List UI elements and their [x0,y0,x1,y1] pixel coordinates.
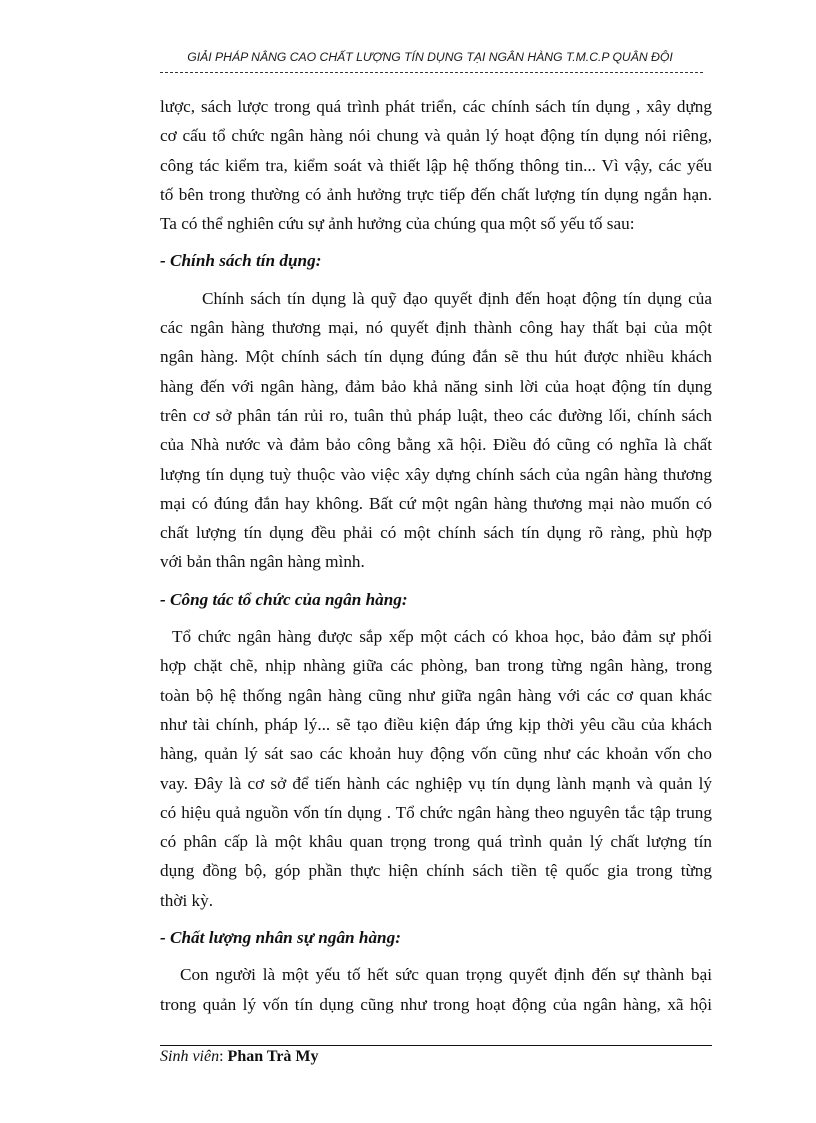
text-line: ngân hàng. Một chính sách tín dụng đúng đắn sẽ thu hút được nhiều khách [160,347,712,367]
text-line: chất lượng tín dụng đều phải có một chính sách tín dụng rõ ràng, phù hợp [160,523,712,543]
text-line: cơ cấu tổ chức ngân hàng nói chung và quản lý hoạt động tín dụng nói riêng, [160,126,712,146]
paragraph-organization [160,622,712,915]
text-line: toàn bộ hệ thống ngân hàng cũng như giữa ngân hàng với các cơ quan khác [160,685,712,705]
text-line: mại có đúng đắn hay không. Bất cứ một ngân hàng thương mại nào muốn có [160,493,712,513]
paragraph-intro [160,92,712,238]
text-line: hàng đến với ngân hàng, đảm bảo khả năng sinh lời của hoạt động tín dụng [160,376,712,396]
text-line: thời kỳ. [160,890,214,910]
footer-separator: : [219,1048,228,1065]
text-line: có phân cấp là một khâu quan trọng trong quá trình quản lý chất lượng tín [160,832,712,852]
text-line: hợp chặt chẽ, nhịp nhàng giữa các phòng, ban trong từng ngân hàng, trong [160,656,712,676]
section-heading-credit-policy: - Chính sách tín dụng: [160,251,322,271]
paragraph-personnel [160,960,712,1019]
text-line: hàng, quản lý sát sao các khoản huy động vốn cũng như các khoản vốn cho [160,744,712,764]
running-header: GIẢI PHÁP NÂNG CAO CHẤT LƯỢNG TÍN DỤNG TẠI NGÂN HÀNG T.M.C.P QUÂN ĐỘI [187,50,673,64]
text-line: các ngân hàng thương mại, nó quyết định thành công hay thất bại của một [160,318,712,338]
footer-divider [160,1045,712,1046]
text-line: lược, sách lược trong quá trình phát triển, các chính sách tín dụng , xây dựng [160,97,712,116]
section-heading-organization: - Công tác tổ chức của ngân hàng: [160,589,408,609]
text-line: dụng đồng bộ, góp phần thực hiện chính sách tiền tệ quốc gia trong từng [160,861,712,881]
text-line: như tài chính, pháp lý... sẽ tạo điều kiện đáp ứng kịp thời yêu cầu của khách [160,714,712,734]
body-text [160,92,712,1019]
student-name: Phan Trà My [227,1048,319,1065]
text-line: của Nhà nước và đảm bảo công bằng xã hội. Điều đó cũng có nghĩa là chất [160,435,712,455]
text-line: tố bên trong thường có ảnh hưởng trực tiếp đến chất lượng tín dụng ngắn hạn. [160,184,712,204]
footer-label: Sinh viên [160,1048,220,1065]
section-heading-personnel: - Chất lượng nhân sự ngân hàng: [160,928,401,948]
text-line: lượng tín dụng tuỳ thuộc vào việc xây dựng chính sách của ngân hàng thương [160,464,712,484]
paragraph-credit-policy [160,284,712,577]
text-line: Tổ chức ngân hàng được sắp xếp một cách có khoa học, bảo đảm sự phối [172,627,712,647]
text-line: Con người là một yếu tố hết sức quan trọng quyết định đến sự thành bại [180,965,712,985]
text-line: có hiệu quả nguồn vốn tín dụng . Tổ chức ngân hàng theo nguyên tắc tập trung [160,802,712,822]
text-line: vay. Đây là cơ sở để tiến hành các nghiệp vụ tín dụng lành mạnh và quản lý [160,773,712,793]
text-line: trong quản lý vốn tín dụng cũng như trong hoạt động của ngân hàng, xã hội [160,994,712,1014]
text-line: Ta có thể nghiên cứu sự ảnh hưởng của chúng qua một số yếu tố sau: [160,214,635,234]
text-line: với bản thân ngân hàng mình. [160,552,365,572]
text-line: trên cơ sở phân tán rủi ro, tuân thủ pháp luật, theo các đường lối, chính sách [160,405,712,425]
footer [160,1048,319,1066]
text-line: công tác kiểm tra, kiểm soát và thiết lập hệ thống thông tin... Vì vậy, các yếu [160,155,712,175]
header-divider [160,72,703,73]
text-line: Chính sách tín dụng là quỹ đạo quyết định đến hoạt động tín dụng của [202,288,712,308]
